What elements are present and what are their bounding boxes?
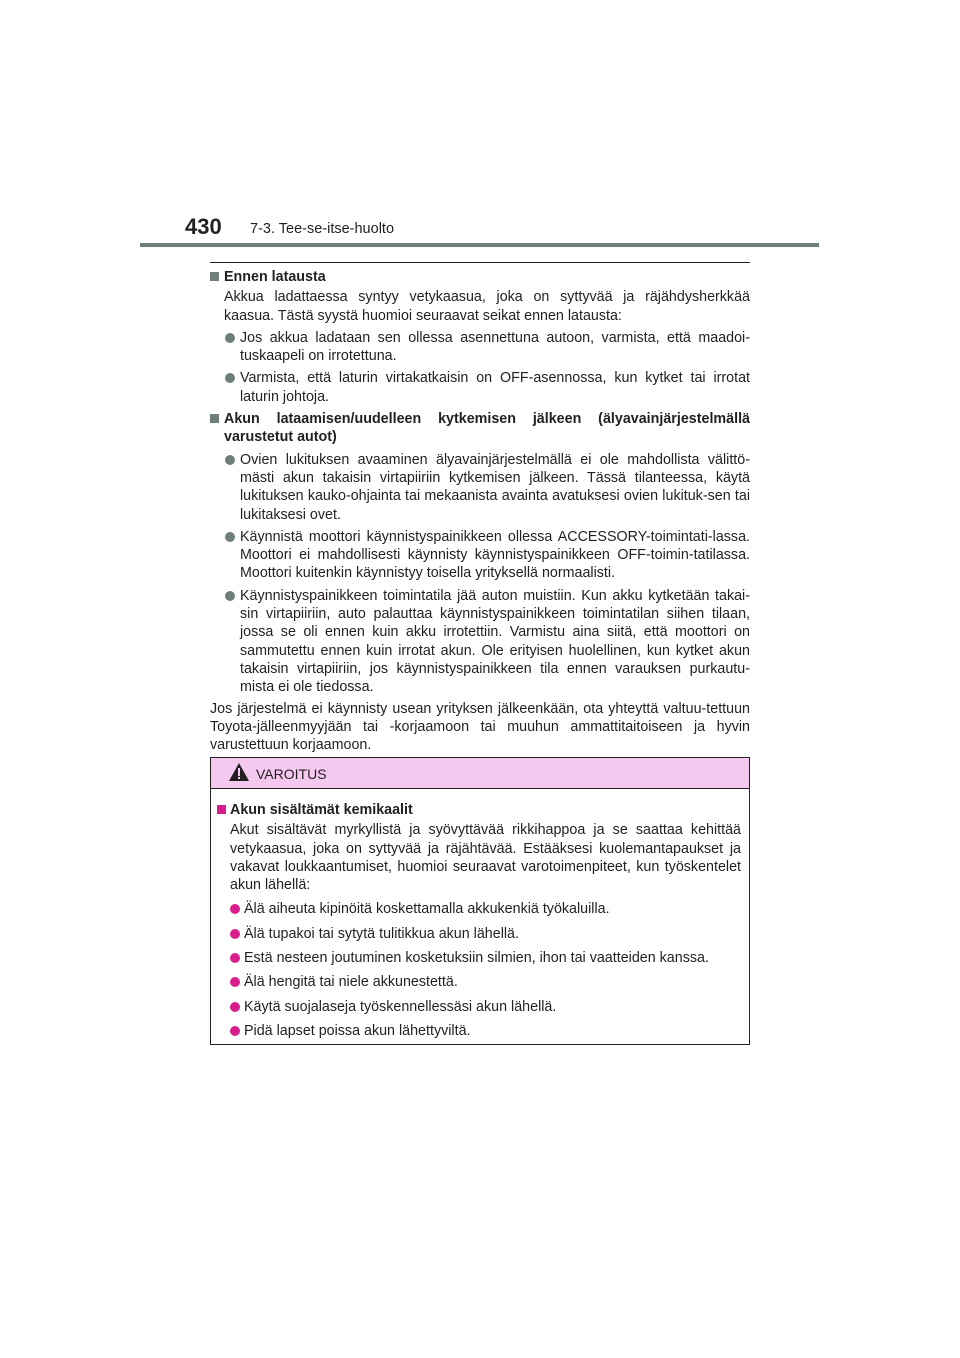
round-bullet-icon [225,591,235,601]
list-item: Käynnistä moottori käynnistyspainikkeen ollessa ACCESSORY-toimintati-lassa. Moottori ei mahdollisesti käynnisty käynnistyspainikkeen OFF-toimin-tatilassa. Moottori kuitenkin käynnistyy toisella yrityksellä normaalisti. [210,528,750,583]
list-item: Estä nesteen joutuminen kosketuksiin silmien, ihon tai vaatteiden kanssa. [217,949,741,967]
list-item: Pidä lapset poissa akun lähettyviltä. [217,1022,741,1040]
square-bullet-icon [210,272,219,281]
divider [210,262,750,263]
page-content [210,262,750,754]
list-item: Käynnistyspainikkeen toimintatila jää auton muistiin. Kun akku kytketään takai-sin virtapiiriin, auto palauttaa käynnistyspainikkeen toimintatilan siihen tilaan, jossa se oli ennen kuin akku irrotettiin. Varmistu aina siitä, että moottori on sammutettu ennen kuin irrotat akun. Ole erityisen huolellinen, kun kytket akun takaisin virtapiiriin, jos käynnistyspainikkeen tila ennen varauksen purkautu-mista ei ole tiedossa. [210,587,750,697]
round-bullet-icon [230,929,240,939]
section-title: 7-3. Tee-se-itse-huolto [250,221,395,237]
section-heading-akun-lataamisen: Akun lataamisen/uudelleen kytkemisen jälkeen (älyavainjärjestelmällä varustetut autot) [210,410,750,447]
round-bullet-icon [225,373,235,383]
list-item: Ovien lukituksen avaaminen älyavainjärjestelmällä ei ole mahdollista välittö-mästi akun takaisin virtapiiriin kytkemisen jälkeen. Tässä tilanteessa, käytä lukituksen kauko-ohjainta tai mekaanista avainta avatuksesi ovien lukituk-sen tai lukitaksesi ovet. [210,451,750,524]
list-item: Jos akkua ladataan sen ollessa asennettuna autoon, varmista, että maadoi-tuskaapeli on irrotettuna. [210,329,750,366]
list-item: Varmista, että laturin virtakatkaisin on OFF-asennossa, kun kytket tai irrotat laturin johtoja. [210,369,750,406]
warning-heading: Akun sisältämät kemikaalit [217,801,741,819]
list-item: Käytä suojalaseja työskennellessäsi akun lähellä. [217,998,741,1016]
warning-intro: Akut sisältävät myrkyllistä ja syövyttävää rikkihappoa ja se saattaa kehittää vetykaasua, joka on syttyvää ja räjähtävää. Estääksesi kuolemantapaukset ja vakavat loukkaantumiset, huomioi seuraavat varotoimenpiteet, kun työskentelet akun lähellä: [230,822,741,894]
warning-triangle-icon [228,762,250,787]
closing-paragraph: Jos järjestelmä ei käynnisty usean yrityksen jälkeenkään, ota yhteyttä valtuu-tettuun Toyota-jälleenmyyjään tai -korjaamoon tai muuhun ammattitaitoiseen ja hyvin varustettuun korjaamoon. [210,700,750,754]
warning-label: VAROITUS [256,766,327,782]
section-intro: Akkua ladattaessa syntyy vetykaasua, joka on syttyvää ja räjähdysherkkää kaasua. Tästä syystä huomioi seuraavat seikat ennen latausta: [224,289,750,324]
list-item: Älä tupakoi tai sytytä tulitikkua akun lähellä. [217,925,741,943]
warning-body [211,789,749,1040]
round-bullet-icon [230,904,240,914]
round-bullet-icon [225,333,235,343]
warning-box [210,757,750,1045]
round-bullet-icon [230,1026,240,1036]
round-bullet-icon [230,1002,240,1012]
warning-header [211,758,749,789]
round-bullet-icon [230,953,240,963]
header-rule [140,243,819,247]
round-bullet-icon [230,977,240,987]
round-bullet-icon [225,532,235,542]
square-bullet-icon [210,414,219,423]
square-bullet-icon [217,805,226,814]
round-bullet-icon [225,455,235,465]
section-heading-ennen-latausta: Ennen latausta [210,268,750,286]
list-item: Älä hengitä tai niele akkunestettä. [217,973,741,991]
page-number: 430 [185,214,222,239]
list-item: Älä aiheuta kipinöitä koskettamalla akkukenkiä työkaluilla. [217,900,741,918]
